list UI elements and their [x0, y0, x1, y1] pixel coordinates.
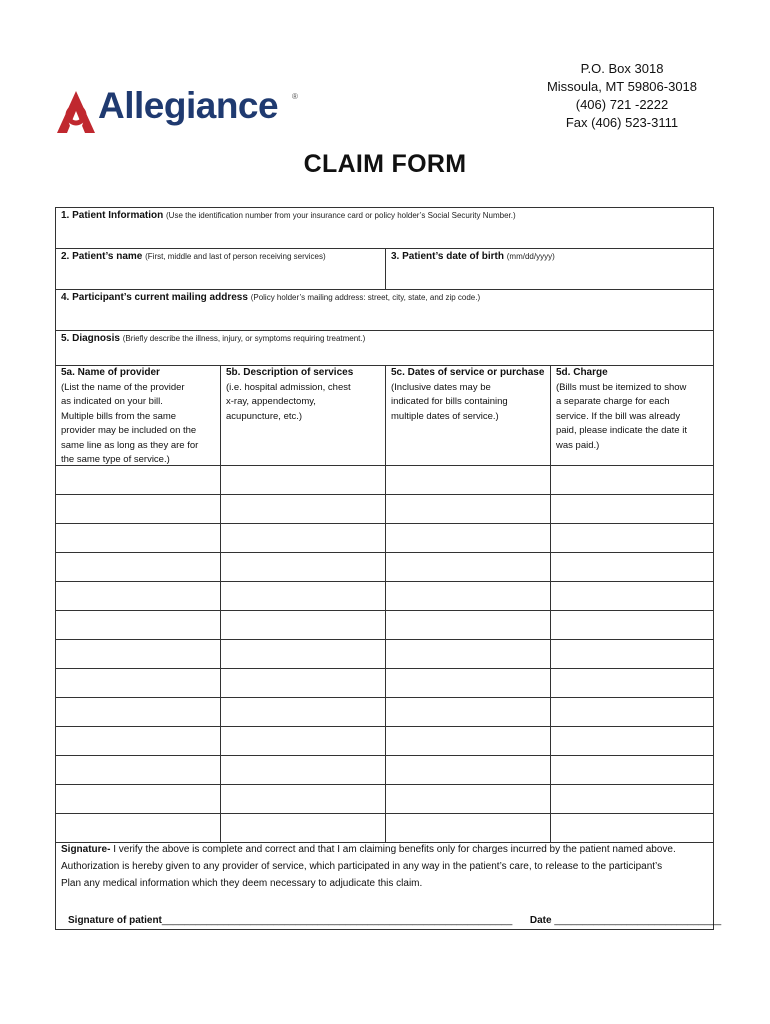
- services-cell[interactable]: [221, 582, 386, 610]
- signature-text-3: Plan any medical information which they deem necessary to adjudicate this claim.: [61, 878, 423, 889]
- provider-cell[interactable]: [56, 466, 221, 494]
- provider-cell[interactable]: [56, 814, 221, 842]
- provider-column-hint-6: the same type of service.): [61, 454, 170, 465]
- services-cell[interactable]: [221, 524, 386, 552]
- charge-cell[interactable]: [551, 814, 715, 842]
- claim-form: [55, 207, 722, 930]
- charge-column-hint-5: was paid.): [556, 439, 600, 451]
- patient-name-hint: (First, middle and last of person receiving services): [145, 252, 326, 261]
- patient-information-hint: (Use the identification number from your insurance card or policy holder’s Social Security Number.): [166, 211, 516, 220]
- date-field[interactable]: ______________________________: [554, 915, 722, 926]
- charge-cell[interactable]: [551, 785, 715, 813]
- provider-cell[interactable]: [56, 669, 221, 697]
- charge-column-hint-4: paid, please indicate the date it: [556, 425, 687, 436]
- table-row: [56, 553, 713, 582]
- company-address: [520, 60, 724, 132]
- address-line-1: P.O. Box 3018: [580, 61, 664, 76]
- dates-column-hint-3: multiple dates of service.): [391, 410, 499, 422]
- mailing-address-field[interactable]: [56, 290, 713, 331]
- signature-heading: Signature-: [61, 844, 111, 855]
- dates-cell[interactable]: [386, 466, 551, 494]
- charge-cell[interactable]: [551, 640, 715, 668]
- provider-column-hint-2: as indicated on your bill.: [61, 396, 163, 407]
- charge-cell[interactable]: [551, 524, 715, 552]
- signature-statement: [61, 841, 709, 892]
- services-column-hint-3: acupuncture, etc.): [226, 410, 303, 422]
- table-row: [56, 582, 713, 611]
- provider-cell[interactable]: [56, 553, 221, 581]
- charge-cell[interactable]: [551, 756, 715, 784]
- provider-column-header: [56, 366, 221, 465]
- allegiance-a-icon: [56, 90, 96, 134]
- mailing-address-label: 4. Participant’s current mailing address: [61, 292, 248, 303]
- table-row: [56, 698, 713, 727]
- patient-name-label: 2. Patient’s name: [61, 251, 143, 262]
- diagnosis-label: 5. Diagnosis: [61, 333, 120, 344]
- provider-column-hint-3: Multiple bills from the same: [61, 410, 177, 422]
- dates-column-label: 5c. Dates of service or purchase: [391, 367, 545, 378]
- dates-cell[interactable]: [386, 524, 551, 552]
- dates-cell[interactable]: [386, 698, 551, 726]
- table-row: [56, 524, 713, 553]
- provider-cell[interactable]: [56, 698, 221, 726]
- charge-cell[interactable]: [551, 495, 715, 523]
- provider-column-hint-4: provider may be included on the: [61, 425, 197, 436]
- signature-field[interactable]: _______________________________________________________________: [161, 915, 513, 926]
- services-cell[interactable]: [221, 553, 386, 581]
- signature-of-patient-label: Signature of patient: [68, 915, 162, 926]
- dates-cell[interactable]: [386, 640, 551, 668]
- services-column-header: [221, 366, 386, 465]
- services-cell[interactable]: [221, 669, 386, 697]
- provider-cell[interactable]: [56, 785, 221, 813]
- table-row: [56, 466, 713, 495]
- name-dob-row: [56, 249, 713, 290]
- patient-name-field[interactable]: [56, 249, 386, 289]
- dates-cell[interactable]: [386, 669, 551, 697]
- table-row: [56, 727, 713, 756]
- date-of-birth-hint: (mm/dd/yyyy): [506, 252, 555, 261]
- dates-cell[interactable]: [386, 756, 551, 784]
- dates-cell[interactable]: [386, 495, 551, 523]
- provider-cell[interactable]: [56, 611, 221, 639]
- provider-column-hint-5: same line as long as they are for: [61, 439, 199, 451]
- provider-cell[interactable]: [56, 524, 221, 552]
- signature-text-1: I verify the above is complete and correct and that I am claiming benefits only for charges incurred by the patient named above.: [110, 844, 676, 855]
- fax-number: Fax (406) 523-3111: [565, 115, 679, 130]
- services-cell[interactable]: [221, 640, 386, 668]
- charge-column-hint-3: service. If the bill was already: [556, 410, 681, 422]
- patient-information-label: 1. Patient Information: [61, 210, 164, 221]
- services-cell[interactable]: [221, 727, 386, 755]
- services-cell[interactable]: [221, 495, 386, 523]
- dates-cell[interactable]: [386, 553, 551, 581]
- provider-column-hint-1: (List the name of the provider: [61, 381, 185, 393]
- charge-column-hint-2: a separate charge for each: [556, 396, 670, 407]
- provider-cell[interactable]: [56, 495, 221, 523]
- table-row: [56, 669, 713, 698]
- charge-cell[interactable]: [551, 466, 715, 494]
- services-cell[interactable]: [221, 611, 386, 639]
- services-column-hint-2: x-ray, appendectomy,: [226, 396, 316, 407]
- provider-cell[interactable]: [56, 727, 221, 755]
- charge-column-hint-1: (Bills must be itemized to show: [556, 381, 687, 393]
- page-title: CLAIM FORM: [303, 150, 467, 178]
- signature-text-2: Authorization is hereby given to any provider of service, which participated in any way in the patient’s care, to release to the participant’s: [61, 861, 663, 872]
- address-line-2: Missoula, MT 59806-3018: [546, 79, 698, 94]
- charge-column-label: 5d. Charge: [556, 367, 608, 378]
- services-cell[interactable]: [221, 756, 386, 784]
- table-row: [56, 814, 713, 843]
- dates-cell[interactable]: [386, 582, 551, 610]
- services-table-header: [56, 366, 713, 466]
- table-row: [56, 756, 713, 785]
- date-of-birth-field[interactable]: [386, 249, 715, 289]
- charge-cell[interactable]: [551, 582, 715, 610]
- dates-column-hint-1: (Inclusive dates may be: [391, 381, 491, 393]
- diagnosis-field[interactable]: [56, 331, 713, 366]
- dates-cell[interactable]: [386, 814, 551, 842]
- dates-cell[interactable]: [386, 611, 551, 639]
- services-column-label: 5b. Description of services: [226, 367, 354, 378]
- phone-number: (406) 721 -2222: [575, 97, 669, 112]
- charge-column-header: [551, 366, 715, 465]
- provider-cell[interactable]: [56, 756, 221, 784]
- dates-cell[interactable]: [386, 727, 551, 755]
- charge-cell[interactable]: [551, 611, 715, 639]
- services-cell[interactable]: [221, 785, 386, 813]
- signature-line-row: [68, 915, 722, 926]
- table-row: [56, 785, 713, 814]
- services-cell[interactable]: [221, 698, 386, 726]
- provider-cell[interactable]: [56, 640, 221, 668]
- charge-cell[interactable]: [551, 698, 715, 726]
- table-row: [56, 640, 713, 669]
- charge-cell[interactable]: [551, 553, 715, 581]
- provider-cell[interactable]: [56, 582, 221, 610]
- date-label: Date: [529, 915, 552, 926]
- date-of-birth-label: 3. Patient’s date of birth: [391, 251, 504, 262]
- charge-cell[interactable]: [551, 669, 715, 697]
- dates-column-header: [386, 366, 551, 465]
- services-column-hint-1: (i.e. hospital admission, chest: [226, 381, 351, 393]
- table-row: [56, 495, 713, 524]
- dates-cell[interactable]: [386, 785, 551, 813]
- logo-wordmark: Allegiance: [98, 85, 279, 126]
- registered-mark: ®: [292, 92, 298, 101]
- diagnosis-hint: (Briefly describe the illness, injury, or symptoms requiring treatment.): [122, 334, 366, 343]
- provider-column-label: 5a. Name of provider: [61, 367, 160, 378]
- patient-information-field[interactable]: [56, 208, 713, 249]
- allegiance-logo: [56, 85, 301, 134]
- dates-column-hint-2: indicated for bills containing: [391, 396, 508, 407]
- services-cell[interactable]: [221, 466, 386, 494]
- services-cell[interactable]: [221, 814, 386, 842]
- charge-cell[interactable]: [551, 727, 715, 755]
- mailing-address-hint: (Policy holder’s mailing address: street, city, state, and zip code.): [250, 293, 481, 302]
- table-row: [56, 611, 713, 640]
